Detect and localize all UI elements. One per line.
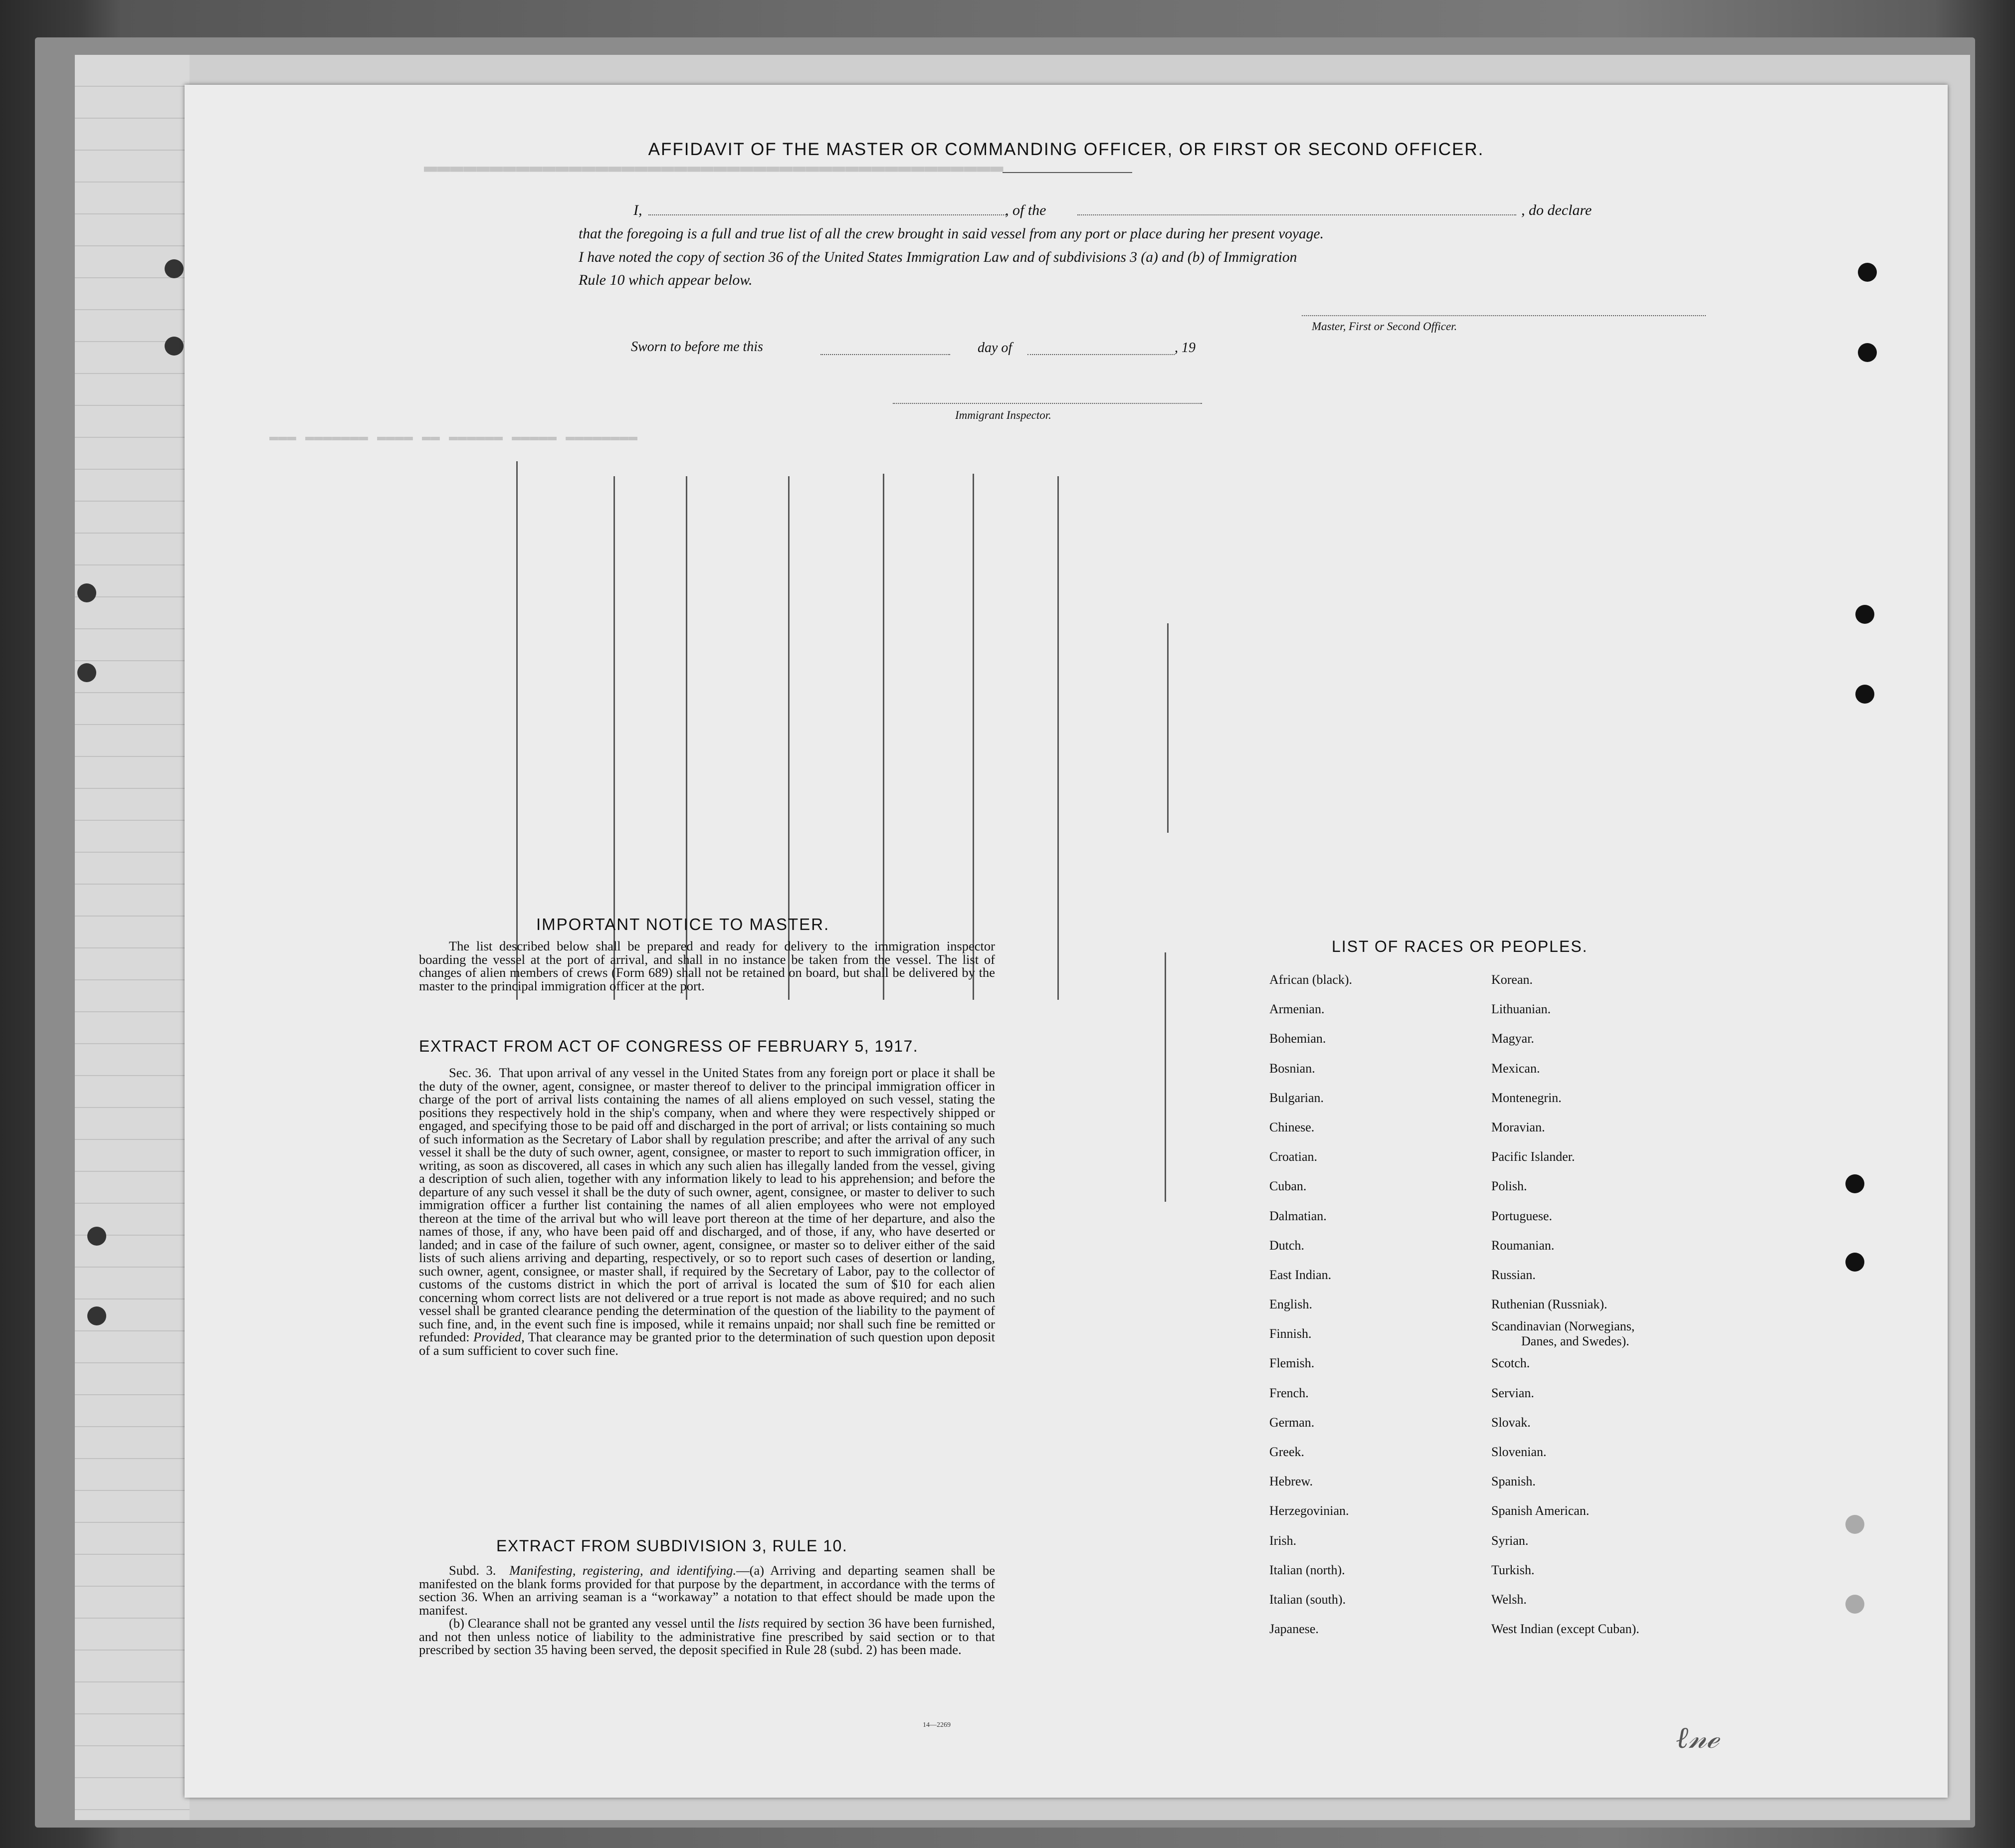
affidavit-line-3: I have noted the copy of section 36 of the United States Immigration Law and of subdivisions 3 (a) and (b) of Immigration <box>579 249 1297 265</box>
race-item: Scandinavian (Norwegians, Danes, and Swedes). <box>1491 1319 1639 1348</box>
sworn-day-field[interactable] <box>820 354 950 355</box>
name-field[interactable] <box>648 214 1008 215</box>
column-rule <box>883 474 884 1000</box>
race-item: Finnish. <box>1269 1326 1312 1341</box>
section-36-text: That upon arrival of any vessel in the United States from any foreign port or place it shall be the duty of the owner, agent, consignee, or master thereof to deliver to the principal immigration officer in charge of the port of arrival lists containing the names of all aliens employed on such vessel, stating the positions they respectively hold in the ship's company, when and where they were respectively shipped or engaged, and specifying those to be paid off and discharged in the port of arrival; or lists containing so much of such information as the Secretary of Labor shall by regulation prescribe; and after the arrival of any such vessel it shall be the duty of such owner, agent, consignee, or master to report to such immigration officer, in writing, as soon as discovered, all cases in which any such alien has illegally landed from the vessel, giving a description of such alien, together with any information likely to lead to his apprehension; and before the departure of any such vessel it shall be the duty of such owner, agent, consignee, or master to deliver to such immigration officer a further list containing the names of all alien employees who were not employed thereon at the time of the arrival but who will leave port thereon at the time of her departure, and also the names of those, if any, who have been paid off and discharged, and of those, if any, who have deserted or landed; and in case of the failure of such owner, agent, consignee, or master so to deliver either of the said lists of such aliens arriving and departing, respectively, or so to report such cases of desertion or landing, such owner, agent, consignee, or master shall, if required by the Secretary of Labor, pay to the collector of customs of the customs district in which the port of arrival is located the sum of $10 for each alien concerning whom correct lists are not delivered or a true report is not made as above required; and no such vessel shall be granted clearance pending the determination of the question of the liability to the payment of such fine, and, in the event such fine is imposed, while it remains unpaid; nor shall such fine be remitted or refunded: <box>419 1065 996 1344</box>
rule-heading: EXTRACT FROM SUBDIVISION 3, RULE 10. <box>496 1537 848 1555</box>
binder-hole-icon <box>1858 263 1877 282</box>
race-item: Chinese. <box>1269 1119 1315 1134</box>
race-item: Syrian. <box>1491 1533 1529 1548</box>
race-item: Polish. <box>1491 1179 1527 1194</box>
sworn-text: Sworn to before me this <box>631 339 763 355</box>
race-item: Greek. <box>1269 1445 1305 1459</box>
subd-title: Manifesting, registering, and identifying. <box>509 1563 737 1578</box>
column-rule <box>1057 476 1059 1000</box>
race-item: East Indian. <box>1269 1267 1332 1282</box>
inspector-field[interactable] <box>893 403 1202 404</box>
signature-label: Master, First or Second Officer. <box>1312 320 1457 333</box>
bleed-through: ▬▬▬ ▬▬▬▬▬▬▬ ▬▬▬▬ ▬▬ ▬▬▬▬▬▬ ▬▬▬▬▬ ▬▬▬▬▬▬▬▬ <box>269 429 638 446</box>
binder-hole-icon <box>1858 343 1877 362</box>
race-item: Turkish. <box>1491 1562 1535 1577</box>
bleed-through: ▬▬▬▬▬▬▬▬▬▬▬▬▬▬▬▬▬▬▬▬▬▬▬▬▬▬▬▬▬▬▬▬▬▬▬▬▬▬▬▬▬▬▬▬ <box>424 155 1004 180</box>
title-rule <box>1003 172 1132 173</box>
race-item: Flemish. <box>1269 1356 1315 1371</box>
race-item: Scotch. <box>1491 1356 1530 1371</box>
race-item: Roumanian. <box>1491 1238 1555 1253</box>
binder-hole-icon <box>1855 605 1874 624</box>
section-label: Sec. 36. <box>449 1065 492 1080</box>
notice-text <box>419 939 995 992</box>
races-column-1 <box>1269 965 1352 1644</box>
signature-field[interactable] <box>1302 315 1706 316</box>
race-item: Spanish American. <box>1491 1503 1590 1518</box>
race-item: Spanish. <box>1491 1474 1536 1489</box>
race-item: Hebrew. <box>1269 1474 1313 1489</box>
race-item: Dutch. <box>1269 1238 1305 1253</box>
race-item: Servian. <box>1491 1385 1534 1400</box>
race-item: Irish. <box>1269 1533 1297 1548</box>
race-item: Italian (south). <box>1269 1592 1346 1607</box>
affidavit-declare: , do declare <box>1521 202 1592 218</box>
para-b-end: required by section 36 have been furnished, and not then unless notice of liability to the administrative fine prescribed by said section or to that prescribed by section 35 having been served, the deposit specified in Rule 28 (subd. 2) has been made. <box>419 1616 996 1657</box>
race-item: Ruthenian (Russniak). <box>1491 1297 1608 1312</box>
race-item: German. <box>1269 1415 1315 1430</box>
rule-text <box>419 1564 995 1657</box>
race-item: Moravian. <box>1491 1119 1545 1134</box>
binder-hole-icon <box>1855 685 1874 704</box>
binder-hole-icon <box>1845 1174 1864 1193</box>
race-item: English. <box>1269 1297 1312 1312</box>
race-item: West Indian (except Cuban). <box>1491 1622 1639 1637</box>
act-text <box>419 1066 995 1357</box>
race-item: Bohemian. <box>1269 1031 1326 1046</box>
notice-heading: IMPORTANT NOTICE TO MASTER. <box>536 915 830 933</box>
handwritten-mark: ℓ𝓃ℯ <box>1676 1720 1719 1755</box>
binder-hole-icon <box>87 1306 106 1325</box>
subd-label: Subd. 3. <box>449 1563 496 1578</box>
provided-word: Provided, <box>473 1329 525 1344</box>
lists-word: lists <box>738 1616 760 1631</box>
race-item: Montenegrin. <box>1491 1090 1562 1105</box>
binder-hole-icon <box>1845 1595 1864 1614</box>
race-item-continued: Danes, and Swedes). <box>1521 1334 1629 1349</box>
binder-hole-icon <box>77 663 96 682</box>
race-item: Russian. <box>1491 1267 1536 1282</box>
race-item: Slovak. <box>1491 1415 1531 1430</box>
race-item: Welsh. <box>1491 1592 1527 1607</box>
binder-hole-icon <box>165 259 184 278</box>
day-of-text: day of <box>978 340 1012 356</box>
race-item: Bosnian. <box>1269 1061 1315 1076</box>
binder-hole-icon <box>165 337 184 356</box>
column-rule <box>1167 623 1169 833</box>
race-item: Herzegovinian. <box>1269 1503 1349 1518</box>
act-heading: EXTRACT FROM ACT OF CONGRESS OF FEBRUARY 5, 1917. <box>419 1037 919 1055</box>
race-item: Korean. <box>1491 972 1533 987</box>
manifest-page <box>185 85 1948 1798</box>
ruled-margin <box>75 55 190 1820</box>
vessel-field[interactable] <box>1077 214 1516 215</box>
race-item: Magyar. <box>1491 1031 1534 1046</box>
race-item: Cuban. <box>1269 1179 1307 1194</box>
race-item: French. <box>1269 1385 1309 1400</box>
binder-hole-icon <box>1845 1253 1864 1272</box>
column-rule <box>1165 952 1166 1202</box>
affidavit-line-4: Rule 10 which appear below. <box>579 272 753 288</box>
sworn-month-field[interactable] <box>1027 354 1175 355</box>
affidavit-i: I, <box>633 202 642 218</box>
race-item: Armenian. <box>1269 1002 1325 1017</box>
section-36-end: That clearance may be granted prior to the determination of such question upon deposit of a sum sufficient to cover such fine. <box>419 1329 996 1358</box>
race-item: Italian (north). <box>1269 1562 1345 1577</box>
para-a: —(a) Arriving and departing seamen shall be manifested on the blank forms provided for that purpose by the department, in accordance with the terms of section 36. When an arriving seaman is a “workaway” a notation to that effect should be made upon the manifest. <box>419 1563 995 1618</box>
inspector-label: Immigrant Inspector. <box>955 409 1051 421</box>
race-item: Slovenian. <box>1491 1445 1547 1459</box>
column-rule <box>516 461 518 1000</box>
binder-hole-icon <box>87 1227 106 1246</box>
binder-hole-icon <box>1845 1515 1864 1534</box>
races-column-2 <box>1491 965 1639 1644</box>
race-item: Pacific Islander. <box>1491 1149 1575 1164</box>
affidavit-of-the: , of the <box>1005 202 1046 218</box>
race-item: Bulgarian. <box>1269 1090 1324 1105</box>
race-item: Mexican. <box>1491 1061 1540 1076</box>
para-b-start: (b) Clearance shall not be granted any vessel until the <box>449 1616 735 1631</box>
race-item: Portuguese. <box>1491 1208 1553 1223</box>
binder-hole-icon <box>77 583 96 602</box>
form-number: 14—2269 <box>923 1721 951 1729</box>
race-item: Japanese. <box>1269 1622 1319 1637</box>
race-item: Lithuanian. <box>1491 1002 1551 1017</box>
year-text: , 19 <box>1175 340 1196 356</box>
race-item: African (black). <box>1269 972 1353 987</box>
affidavit-title: AFFIDAVIT OF THE MASTER OR COMMANDING OFFICER, OR FIRST OR SECOND OFFICER. <box>648 140 1484 159</box>
races-heading: LIST OF RACES OR PEOPLES. <box>1332 937 1588 955</box>
race-item: Dalmatian. <box>1269 1208 1327 1223</box>
affidavit-line-2: that the foregoing is a full and true list of all the crew brought in said vessel from any port or place during her present voyage. <box>579 226 1324 242</box>
notice-paragraph: The list described below shall be prepared and ready for delivery to the immigration inspector boarding the vessel at the port of arrival, and shall in no instance be taken from the vessel. The list of changes of alien members of crews (Form 689) shall not be retained on board, but shall be delivered by the master to the principal immigration officer at the port. <box>419 938 995 993</box>
race-item: Croatian. <box>1269 1149 1318 1164</box>
column-rule <box>973 474 974 1000</box>
